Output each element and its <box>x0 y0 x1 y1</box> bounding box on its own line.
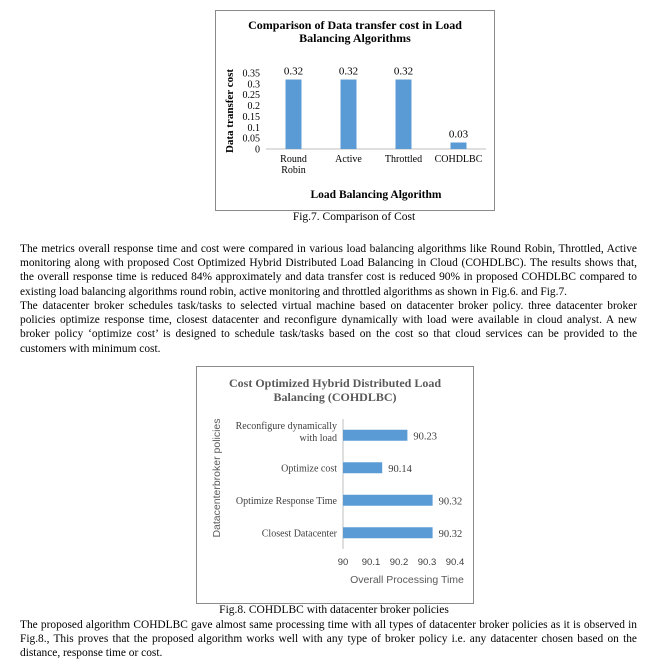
fig8-data-label: 90.32 <box>438 496 463 508</box>
fig7-ytick-label: 0.05 <box>242 133 260 145</box>
fig7-data-label: 0.32 <box>338 65 359 78</box>
fig7-data-label: 0.32 <box>393 65 414 78</box>
fig8-xtick-label: 90.1 <box>361 557 381 568</box>
fig8-bar-chart <box>197 367 473 603</box>
fig7-category-label: Active <box>335 154 362 165</box>
fig7-category-label: Throttled <box>384 154 423 165</box>
fig7-category-label: Robin <box>281 165 306 176</box>
fig8-caption: Fig.8. COHDLBC with datacenter broker policies <box>219 604 449 616</box>
fig7-ytick-label: 0 <box>255 144 260 156</box>
fig8-chart-frame <box>196 366 474 604</box>
fig7-xlabel: Load Balancing Algorithm <box>310 189 442 201</box>
fig7-category-label: Round <box>280 154 307 165</box>
fig7-title-line: Balancing Algorithms <box>299 31 411 45</box>
fig7-caption: Fig.7. Comparison of Cost <box>292 211 416 223</box>
fig7-category-label: COHDLBC <box>434 154 483 165</box>
fig7-data-label: 0.32 <box>283 65 304 78</box>
paragraph-conclusion: The proposed algorithm COHDLBC gave almost same processing time with all types of datacenter broker policies as it is observed in Fig.8., This proves that the proposed algorithm works well with any type of broker policy i.e. any datacenter chosen based on the distance, response time or cost. <box>20 619 637 660</box>
fig8-bar <box>343 527 433 538</box>
fig8-category-label: with load <box>299 432 337 444</box>
fig8-ylabel: Datacenterbroker policies <box>211 418 223 538</box>
fig8-xtick-label: 90.2 <box>389 557 409 568</box>
fig8-bar <box>343 495 433 506</box>
fig7-bar <box>451 142 467 149</box>
fig7-ytick-label: 0.15 <box>242 111 260 123</box>
fig7-ylabel: Data transfer cost <box>224 68 236 154</box>
fig8-bar <box>343 462 382 473</box>
fig8-data-label: 90.14 <box>388 463 412 475</box>
fig8-xtick-label: 90.4 <box>445 557 465 568</box>
fig7-ytick-label: 0.35 <box>242 68 260 80</box>
fig8-category-label: Optimize Response Time <box>235 495 337 507</box>
fig7-data-label: 0.03 <box>448 128 469 141</box>
fig8-category-label: Optimize cost <box>281 463 337 475</box>
fig8-title-line: Cost Optimized Hybrid Distributed Load <box>228 376 442 390</box>
paragraph-metrics: The metrics overall response time and cost were compared in various load balancing algorithms like Round Robin, Throttled, Active monitoring along with proposed Cost Optimized Hybrid Distributed Load Balancing in Cloud (COHDLBC). The results shows that, the overall response time is reduced 84% approximately and data transfer cost is reduced 90% in proposed COHDLBC compared to existing load balancing algorithms round robin, active monitoring and throttled algorithms as shown in Fig.6. and Fig.7. <box>20 243 637 298</box>
fig7-ytick-label: 0.1 <box>247 122 260 134</box>
fig7-chart-frame <box>215 10 495 211</box>
fig8-xtick-label: 90 <box>337 557 349 568</box>
fig8-xtick-label: 90.3 <box>417 557 437 568</box>
fig7-title-line: Comparison of Data transfer cost in Load <box>248 18 462 32</box>
fig7-ytick-label: 0.3 <box>247 79 260 91</box>
fig8-xlabel: Overall Processing Time <box>350 574 464 586</box>
fig8-bar <box>343 430 407 441</box>
fig7-bar <box>286 80 302 149</box>
paragraph-broker: The datacenter broker schedules task/tasks to selected virtual machine based on datacenter broker policy. three datacenter broker policies optimize response time, closest datacenter and reconfigure dynamically with load were available in cloud analyst. A new broker policy ‘optimize cost’ is designed to schedule task/tasks based on the cost so that cloud services can be provided to the customers with minimum cost. <box>20 300 637 355</box>
fig7-bar-chart <box>216 11 494 210</box>
fig8-data-label: 90.32 <box>438 528 463 540</box>
fig8-data-label: 90.23 <box>413 431 438 443</box>
fig7-ytick-label: 0.2 <box>247 101 260 113</box>
fig8-title-line: Balancing (COHDLBC) <box>273 390 397 404</box>
fig8-category-label: Closest Datacenter <box>261 528 337 540</box>
fig7-bar <box>341 80 357 149</box>
fig7-ytick-label: 0.25 <box>242 90 260 102</box>
fig7-bar <box>396 80 412 149</box>
fig8-category-label: Reconfigure dynamically <box>235 420 337 432</box>
